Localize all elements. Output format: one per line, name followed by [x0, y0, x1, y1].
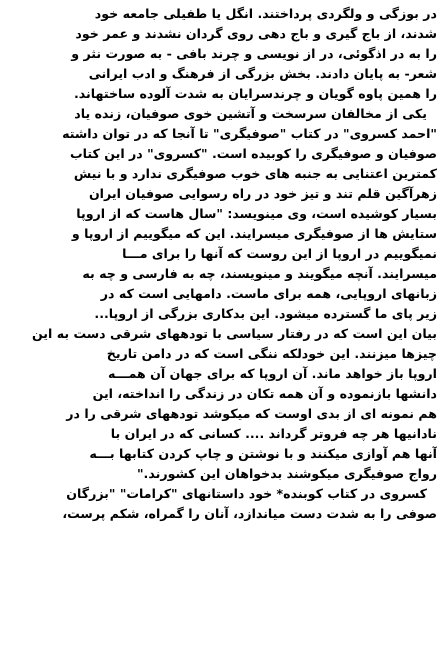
text-line: رواج صوفیگری میکوشند بدخواهان این کشورند."	[136, 466, 437, 481]
text-line: کسروی در کتاب کوبنده* خود داستانهای "کرامات" "بزرگان	[66, 486, 427, 501]
text-line: زهرآگین قلم تند و تیز خود در راه رسوایی صوفیان ایران	[88, 186, 437, 201]
text-line: بیان این است که در رفتار سیاسی با تودههای شرقی دست به این	[31, 326, 437, 341]
text-line: میسرایند. آنچه میگویند و مینویسند، چه به فارسی و چه به	[82, 266, 437, 281]
text-line: آنها هم آوازی میکنند و با نوشتن و چاپ کردن کتابها بـــه	[89, 446, 437, 461]
text-line: ستایش ها از صوفیگری میسرایند. این که میگوییم از اروپا و	[71, 226, 437, 241]
text-line: شدند، از باج گیری و باج دهی روی گردان نشدند و عمر خود	[75, 26, 437, 41]
text-line: هم نمونه ای از بدی اوست که میکوشد تودههای شرقی را در	[66, 406, 437, 421]
body-text	[8, 4, 437, 524]
text-line: را همین پاوه گویان و چرندسرایان به شدت آلوده ساختهاند.	[74, 86, 437, 101]
text-line: "احمد کسروی" در کتاب "صوفیگری" تا آنجا که در توان داشته	[62, 126, 437, 141]
text-line: کمترین اعتنایی به جنبه های خوب صوفیگری ندارد و با نیش	[73, 166, 437, 181]
text-line: اروپا باز خواهد ماند. آن اروپا که برای جهان آن همـــه	[108, 366, 437, 381]
text-line: صوفیان و صوفیگری را کوبیده است. "کسروی" در این کتاب	[70, 146, 437, 161]
text-line: زیر پای ما گسترده میشود. این بدکاری بزرگی از اروپا...	[94, 306, 437, 321]
text-line: در بوزگی و ولگردی پرداختند. انگل یا طفیلی جامعه خود	[94, 6, 437, 21]
text-line: زبانهای اروپایی، همه برای ماست. دامهایی است که در	[100, 286, 437, 301]
text-line: بسیار کوشیده است، وی مینویسد: "سال هاست که از اروپا	[76, 206, 437, 221]
text-line: شعر- به پایان دادند. بخش بزرگی از فرهنگ و ادب ایرانی	[88, 66, 437, 81]
text-line: نادانیها هر چه فروتر گرداند .... کسانی که در ایران با	[110, 426, 437, 441]
text-line: یکی از مخالفان سرسخت و آتشین خوی صوفیان، زنده یاد	[74, 106, 427, 121]
text-line: نمیگوییم در اروپا از این روست که آنها را برای مـــا	[122, 246, 437, 261]
text-line: را به در اذگوئی، در از نویسی و چرند بافی - به صورت نثر و	[71, 46, 437, 61]
text-line: چیزها میزنند. این خودلکه ننگی است که در دامن تاریخ	[106, 346, 437, 361]
text-line: صوفی را به شدت دست میاندازد، آنان را گمراه، شکم پرست،	[62, 506, 437, 521]
text-line: دانشها بازنموده و آن همه تکان در زندگی را انداخته، این	[92, 386, 437, 401]
